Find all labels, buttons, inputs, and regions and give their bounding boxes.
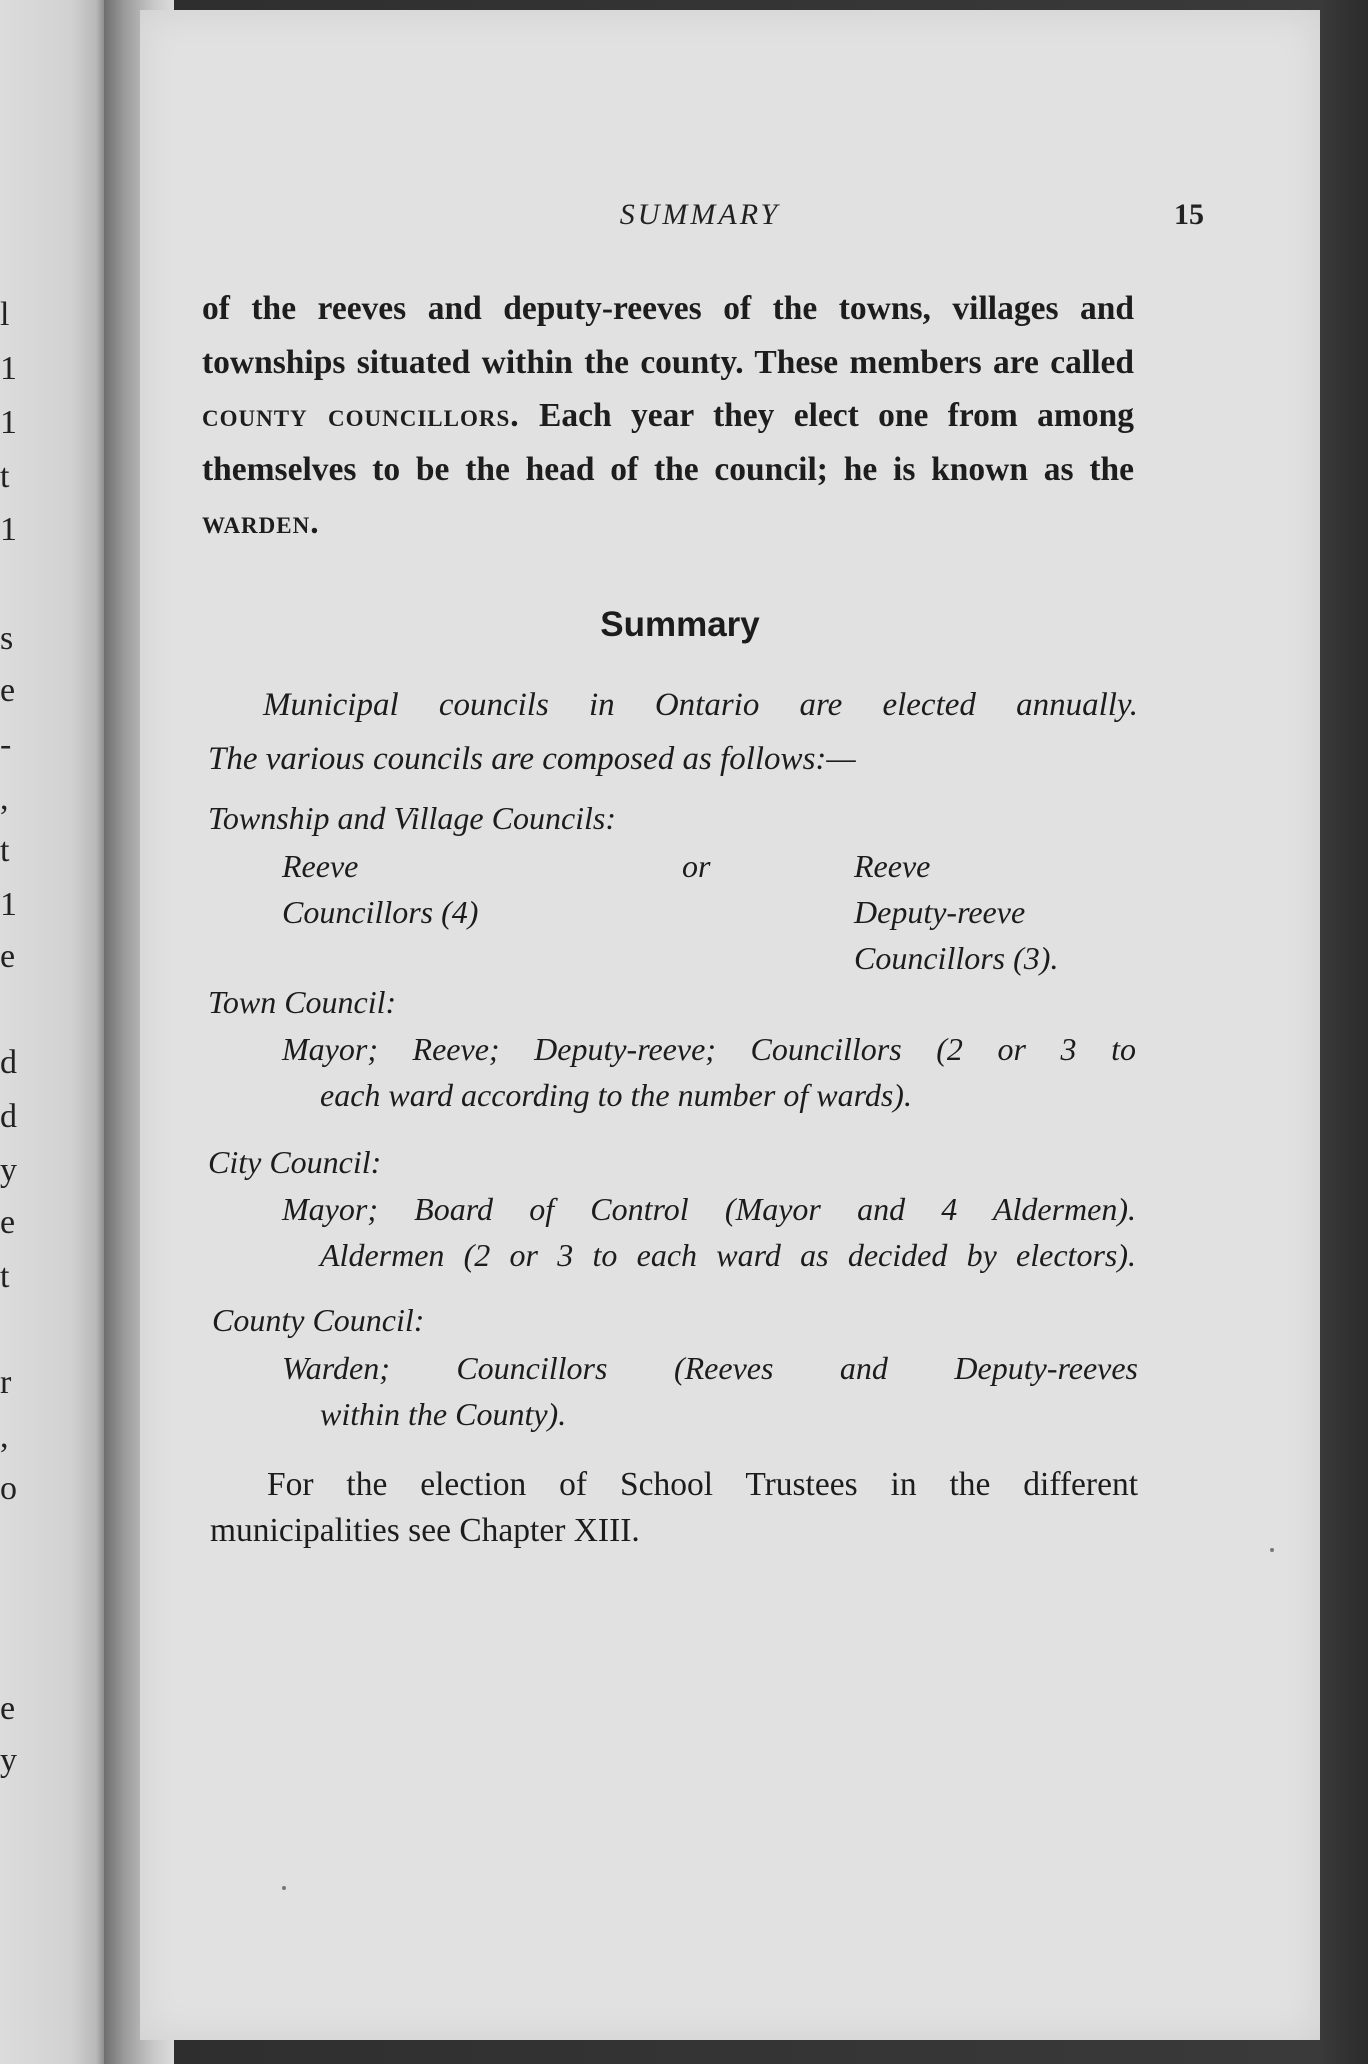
prev-page-letter: e xyxy=(0,1690,16,1727)
closing-line: For the election of School Trustees in the different xyxy=(267,1466,1138,1503)
key-term: county councillors. xyxy=(202,397,520,434)
paragraph-text: of the reeves and deputy-reeves of the towns, villages and townships situated within the county. These members are called xyxy=(202,290,1134,381)
town-council-heading xyxy=(208,984,396,1021)
paragraph-text: . xyxy=(310,504,319,541)
township-or-text: or xyxy=(682,848,711,884)
closing-line: municipalities see Chapter XIII. xyxy=(210,1512,640,1549)
city-council-line: Aldermen (2 or 3 to each ward as decided by electors). xyxy=(320,1237,1136,1273)
intro-line: Municipal councils in Ontario are elected annually. xyxy=(263,687,1138,723)
prev-page-letter: 1 xyxy=(0,404,17,441)
prev-page-letter: l xyxy=(0,296,10,333)
county-council-line: within the County). xyxy=(320,1396,567,1432)
village-right-item: Councillors (3). xyxy=(854,940,1059,976)
continuation-paragraph xyxy=(202,282,1134,550)
county-council-heading xyxy=(212,1302,424,1339)
prev-page-letter: y xyxy=(0,1742,17,1779)
prev-page-letter: d xyxy=(0,1044,17,1081)
prev-page-letter: , xyxy=(0,1418,9,1455)
city-council-line: Mayor; Board of Control (Mayor and 4 Aldermen). xyxy=(282,1191,1136,1227)
paper-speck xyxy=(282,1886,286,1890)
village-right-item: Reeve xyxy=(854,848,931,884)
book-page xyxy=(140,10,1320,2040)
prev-page-letter: e xyxy=(0,938,16,975)
closing-paragraph xyxy=(210,1462,1138,1554)
prev-page-letter: 1 xyxy=(0,886,17,923)
prev-page-letter: e xyxy=(0,672,16,709)
prev-page-letter: , xyxy=(0,780,9,817)
village-right-item: Deputy-reeve xyxy=(854,894,1026,930)
council-heading-text: Township and Village Councils xyxy=(208,800,606,836)
town-council-line: each ward according to the number of wards). xyxy=(320,1077,912,1113)
key-term: warden xyxy=(202,504,311,541)
paper-speck xyxy=(1270,1548,1274,1552)
township-left-item: Councillors (4) xyxy=(282,894,479,930)
running-head-title: SUMMARY xyxy=(619,198,781,231)
council-heading-text: County Council xyxy=(212,1302,414,1338)
prev-page-letter: t xyxy=(0,1258,10,1295)
prev-page-letter: 1 xyxy=(0,511,17,548)
township-left-item: Reeve xyxy=(282,848,359,884)
section-heading: Summary xyxy=(600,605,760,644)
previous-page-edge xyxy=(0,0,104,2064)
summary-intro xyxy=(208,678,1138,786)
heading-colon: : xyxy=(385,984,397,1020)
heading-colon: : xyxy=(605,800,617,836)
county-council-line: Warden; Councillors (Reeves and Deputy-reeves xyxy=(282,1350,1138,1386)
city-council-heading xyxy=(208,1144,381,1181)
prev-page-letter: o xyxy=(0,1470,17,1507)
prev-page-letter: 1 xyxy=(0,350,17,387)
prev-page-letter: - xyxy=(0,726,12,763)
prev-page-letter: t xyxy=(0,458,10,495)
heading-colon: : xyxy=(413,1302,425,1338)
township-village-heading xyxy=(208,800,616,837)
page-number: 15 xyxy=(1174,198,1204,231)
town-council-line: Mayor; Reeve; Deputy-reeve; Councillors (2 or 3 to xyxy=(282,1031,1136,1067)
prev-page-letter: d xyxy=(0,1098,17,1135)
paragraph-text: Each year they elect one from among themselves to be the head of the council; he is known as the xyxy=(202,397,1134,488)
intro-line: The various councils are composed as follows:— xyxy=(208,741,856,777)
prev-page-letter: e xyxy=(0,1204,16,1241)
prev-page-letter: s xyxy=(0,620,14,657)
council-heading-text: Town Council xyxy=(208,984,386,1020)
prev-page-letter: t xyxy=(0,832,10,869)
heading-colon: : xyxy=(370,1144,382,1180)
prev-page-letter: r xyxy=(0,1364,12,1401)
prev-page-letter: y xyxy=(0,1152,17,1189)
council-heading-text: City Council xyxy=(208,1144,371,1180)
running-head xyxy=(200,198,1204,238)
